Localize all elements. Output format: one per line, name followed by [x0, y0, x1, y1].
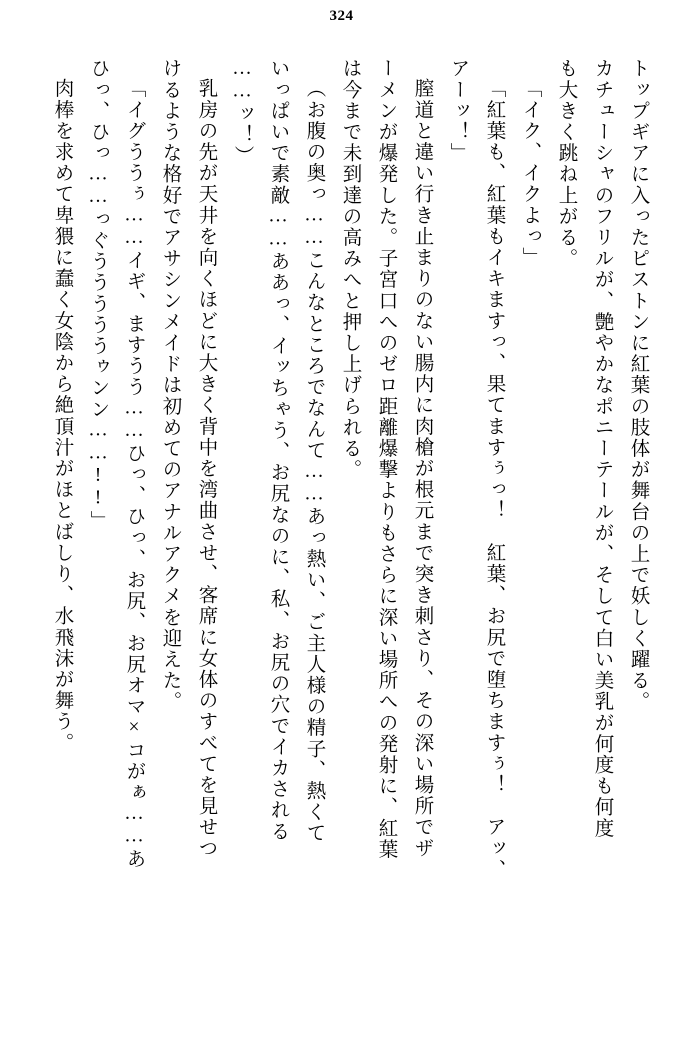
text-column: いっぱいで素敵……ああっ、イッちゃう、お尻なのに、私、お尻の穴でイカされる: [267, 58, 289, 842]
text-column: アーッ！」: [447, 58, 469, 164]
text-column: ひっ、ひっ……っぐうううううゥンン……!!」: [87, 58, 109, 532]
text-column: 「紅葉も、紅葉もイキますっ、果てますぅっ！ 紅葉、お尻で堕ちますぅ！ アッ、: [483, 78, 505, 880]
text-column: 乳房の先が天井を向くほどに大きく背中を湾曲させ、客席に女体のすべてを見せつ: [195, 78, 217, 859]
text-column: 膣道と違い行き止まりのない腸内に肉槍が根元まで突き刺さり、その深い場所でザ: [411, 78, 433, 859]
page-number: 324: [329, 8, 354, 24]
text-column: ……ッ！）: [231, 58, 253, 167]
text-column: ーメンが爆発した。子宮口へのゼロ距離爆撃よりもさらに深い場所への発射に、紅葉: [375, 58, 397, 860]
text-column: トップギアに入ったピストンに紅葉の肢体が舞台の上で妖しく躍る。: [627, 58, 649, 713]
text-column: （お腹の奥っ……こんなところでなんて……あっ熱い、ご主人様の精子、熱くて: [303, 78, 325, 844]
vertical-text-body: [43, 58, 653, 1018]
text-column: 「イク、イクよっ」: [519, 78, 541, 268]
text-column: 「イグううぅ……イギ、ますうう……ひっ、ひっ、お尻、お尻オマ×コがぁ……あ: [123, 78, 145, 870]
text-column: 肉棒を求めて卑猥に蠢く女陰から絶頂汁がほとばしり、水飛沫が舞う。: [51, 78, 73, 754]
text-column: も大きく跳ね上がる。: [555, 58, 577, 269]
text-column: けるような格好でアサシンメイドは初めてのアナルアクメを迎えた。: [159, 58, 181, 713]
text-column: は今まで未到達の高みへと押し上げられる。: [339, 58, 361, 480]
text-column: カチューシャのフリルが、艶やかなポニーテールが、そして白い美乳が何度も何度: [591, 58, 613, 839]
